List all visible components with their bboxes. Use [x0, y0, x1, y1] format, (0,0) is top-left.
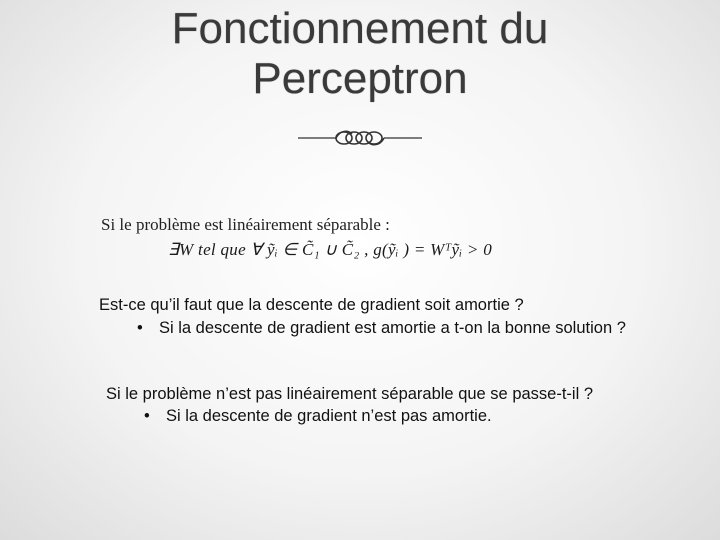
bullet-item-2	[144, 407, 492, 426]
bullet-1-text: Si la descente de gradient est amortie a t-on la bonne solution ?	[159, 319, 626, 337]
slide-title	[0, 4, 720, 104]
question-2: Si le problème n’est pas linéairement séparable que se passe-t-il ?	[106, 385, 594, 403]
bullet-marker: •	[144, 407, 150, 425]
statement-label: Si le problème est linéairement séparable :	[101, 215, 390, 234]
bullet-item-1	[137, 319, 626, 338]
bullet-2-text: Si la descente de gradient n’est pas amortie.	[166, 407, 492, 425]
slide-title-line-2: Perceptron	[252, 54, 468, 103]
scroll-ornament-icon	[298, 124, 422, 152]
slide-title-line-1: Fonctionnement du	[171, 4, 549, 53]
separability-formula: ∃W tel que ∀ ỹᵢ ∈ C̃₁ ∪ C̃₂ , g(ỹᵢ ) = Wᵀỹᵢ > 0	[168, 240, 493, 259]
question-1: Est-ce qu’il faut que la descente de gradient soit amortie ?	[99, 296, 524, 314]
bullet-marker: •	[137, 319, 143, 337]
